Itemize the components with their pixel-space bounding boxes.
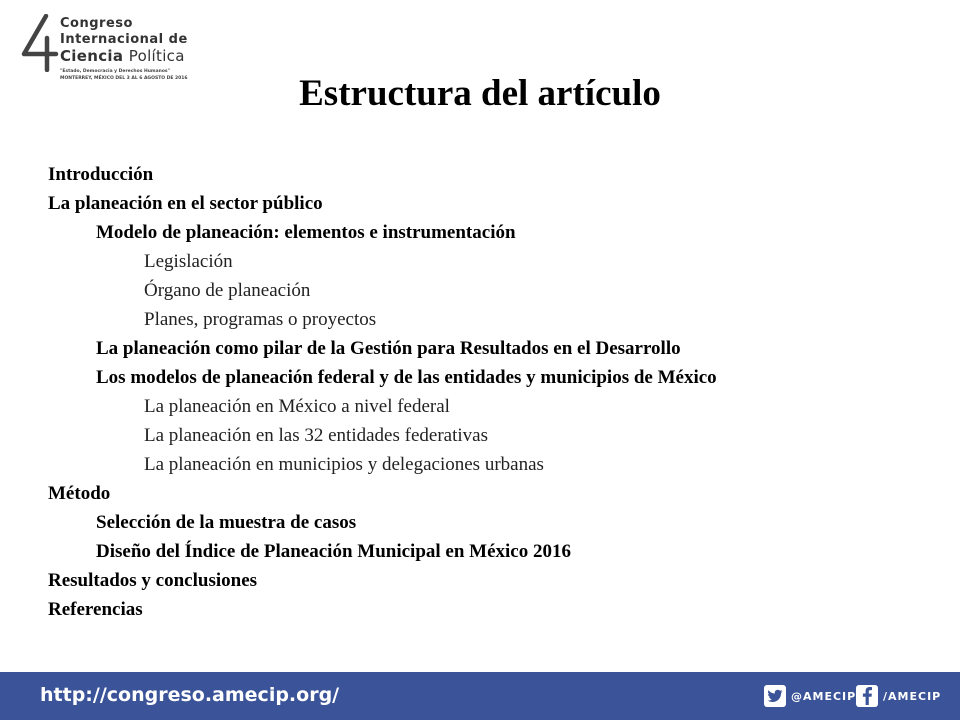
outline-item: Referencias [48, 599, 143, 620]
outline-item: Introducción [48, 164, 154, 185]
outline-item: Diseño del Índice de Planeación Municipal en México 2016 [96, 541, 571, 562]
outline-item: La planeación en México a nivel federal [144, 396, 450, 417]
logo-event-date: MONTERREY, MÉXICO DEL 3 AL 6 AGOSTO DE 2016 [60, 76, 188, 81]
outline-item: Modelo de planeación: elementos e instrumentación [96, 222, 516, 243]
slide-title: Estructura del artículo [299, 73, 661, 114]
article-outline [48, 160, 928, 624]
numeral-four-logo-icon [20, 14, 60, 72]
outline-item: La planeación en las 32 entidades federativas [144, 425, 488, 446]
outline-item: Resultados y conclusiones [48, 570, 258, 591]
twitter-handle-label: @AMECIP [791, 689, 857, 703]
facebook-page-link[interactable] [856, 684, 941, 708]
logo-word-ciencia: Ciencia [60, 47, 124, 65]
outline-item: La planeación en el sector público [48, 193, 323, 214]
facebook-f-icon [856, 685, 878, 707]
outline-item: Planes, programas o proyectos [144, 309, 377, 330]
outline-item: Legislación [144, 251, 233, 272]
logo-word-politica: Política [128, 47, 185, 65]
twitter-bird-icon [764, 685, 786, 707]
footer-bar [0, 672, 960, 720]
logo-line-congreso: Congreso [60, 16, 133, 31]
facebook-handle-label: /AMECIP [883, 689, 942, 703]
twitter-handle-link[interactable] [764, 684, 856, 708]
outline-item: Los modelos de planeación federal y de las entidades y municipios de México [96, 367, 717, 388]
outline-item: Método [48, 483, 111, 504]
logo-tagline: "Estado, Democracia y Derechos Humanos" [60, 69, 170, 74]
outline-item: Selección de la muestra de casos [96, 512, 357, 533]
outline-item: La planeación en municipios y delegaciones urbanas [144, 454, 544, 475]
outline-item: Órgano de planeación [144, 280, 311, 301]
logo-line-ciencia-politica [60, 47, 185, 65]
logo-line-internacional: Internacional de [60, 32, 188, 47]
outline-item: La planeación como pilar de la Gestión para Resultados en el Desarrollo [96, 338, 681, 359]
congress-website-link[interactable]: http://congreso.amecip.org/ [40, 684, 340, 706]
